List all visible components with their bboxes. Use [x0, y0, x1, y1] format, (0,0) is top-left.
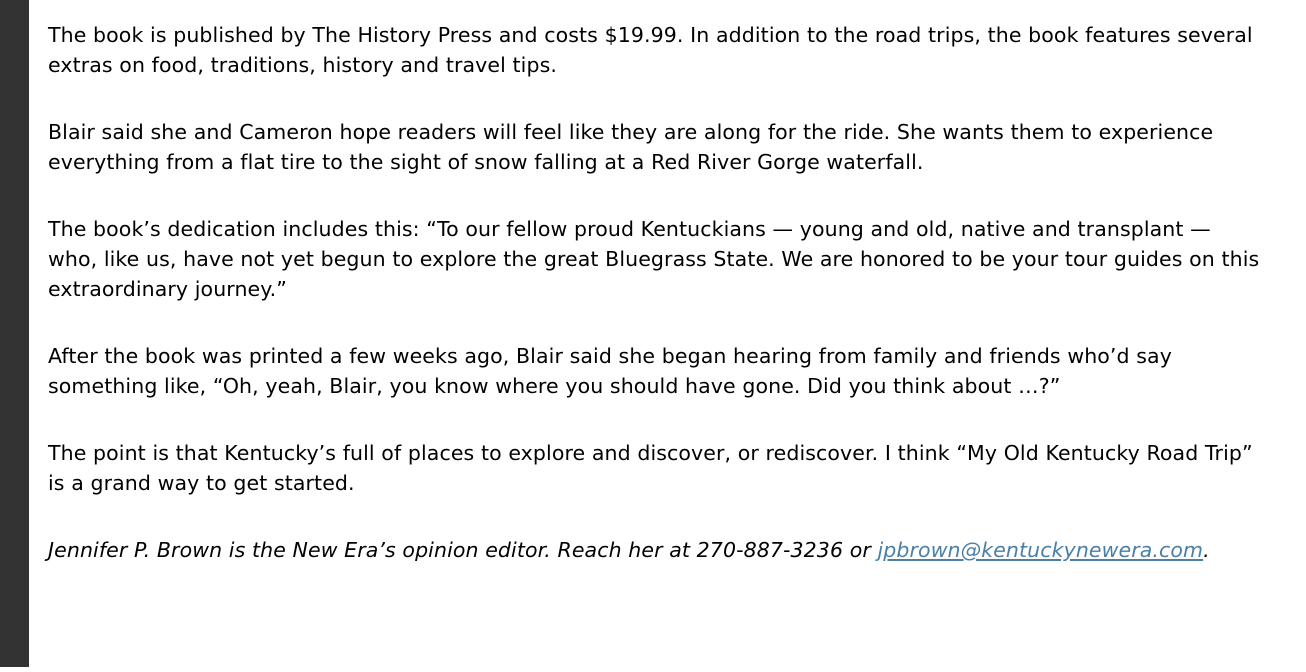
left-edge-bar — [0, 0, 29, 667]
article-paragraph-dedication: The book’s dedication includes this: “To our fellow proud Kentuckians — young and old, native and transplant — who, like us, have not yet begun to explore the great Bluegrass State. We are honored to be your tour guides on this extraordinary journey.” — [48, 217, 1260, 301]
article-paragraph-conclusion: The point is that Kentucky’s full of places to explore and discover, or rediscover. I think “My Old Kentucky Road Trip” is a grand way to get started. — [48, 441, 1253, 495]
article-paragraph-readers: Blair said she and Cameron hope readers will feel like they are along for the ride. She wants them to experience everything from a flat tire to the sight of snow falling at a Red River Gorge waterfall. — [48, 120, 1214, 174]
byline-text: Jennifer P. Brown is the New Era’s opinion editor. Reach her at 270-887-3236 or — [48, 538, 878, 562]
article-body — [48, 20, 1264, 602]
author-byline — [48, 535, 1264, 565]
email-link[interactable]: jpbrown@kentuckynewera.com — [877, 538, 1204, 562]
byline-period: . — [1203, 538, 1210, 562]
article-paragraph-feedback: After the book was printed a few weeks ago, Blair said she began hearing from family and friends who’d say something like, “Oh, yeah, Blair, you know where you should have gone. Did you think about …?” — [48, 344, 1172, 398]
article-paragraph-publisher: The book is published by The History Press and costs $19.99. In addition to the road trips, the book features several extras on food, traditions, history and travel tips. — [48, 23, 1253, 77]
